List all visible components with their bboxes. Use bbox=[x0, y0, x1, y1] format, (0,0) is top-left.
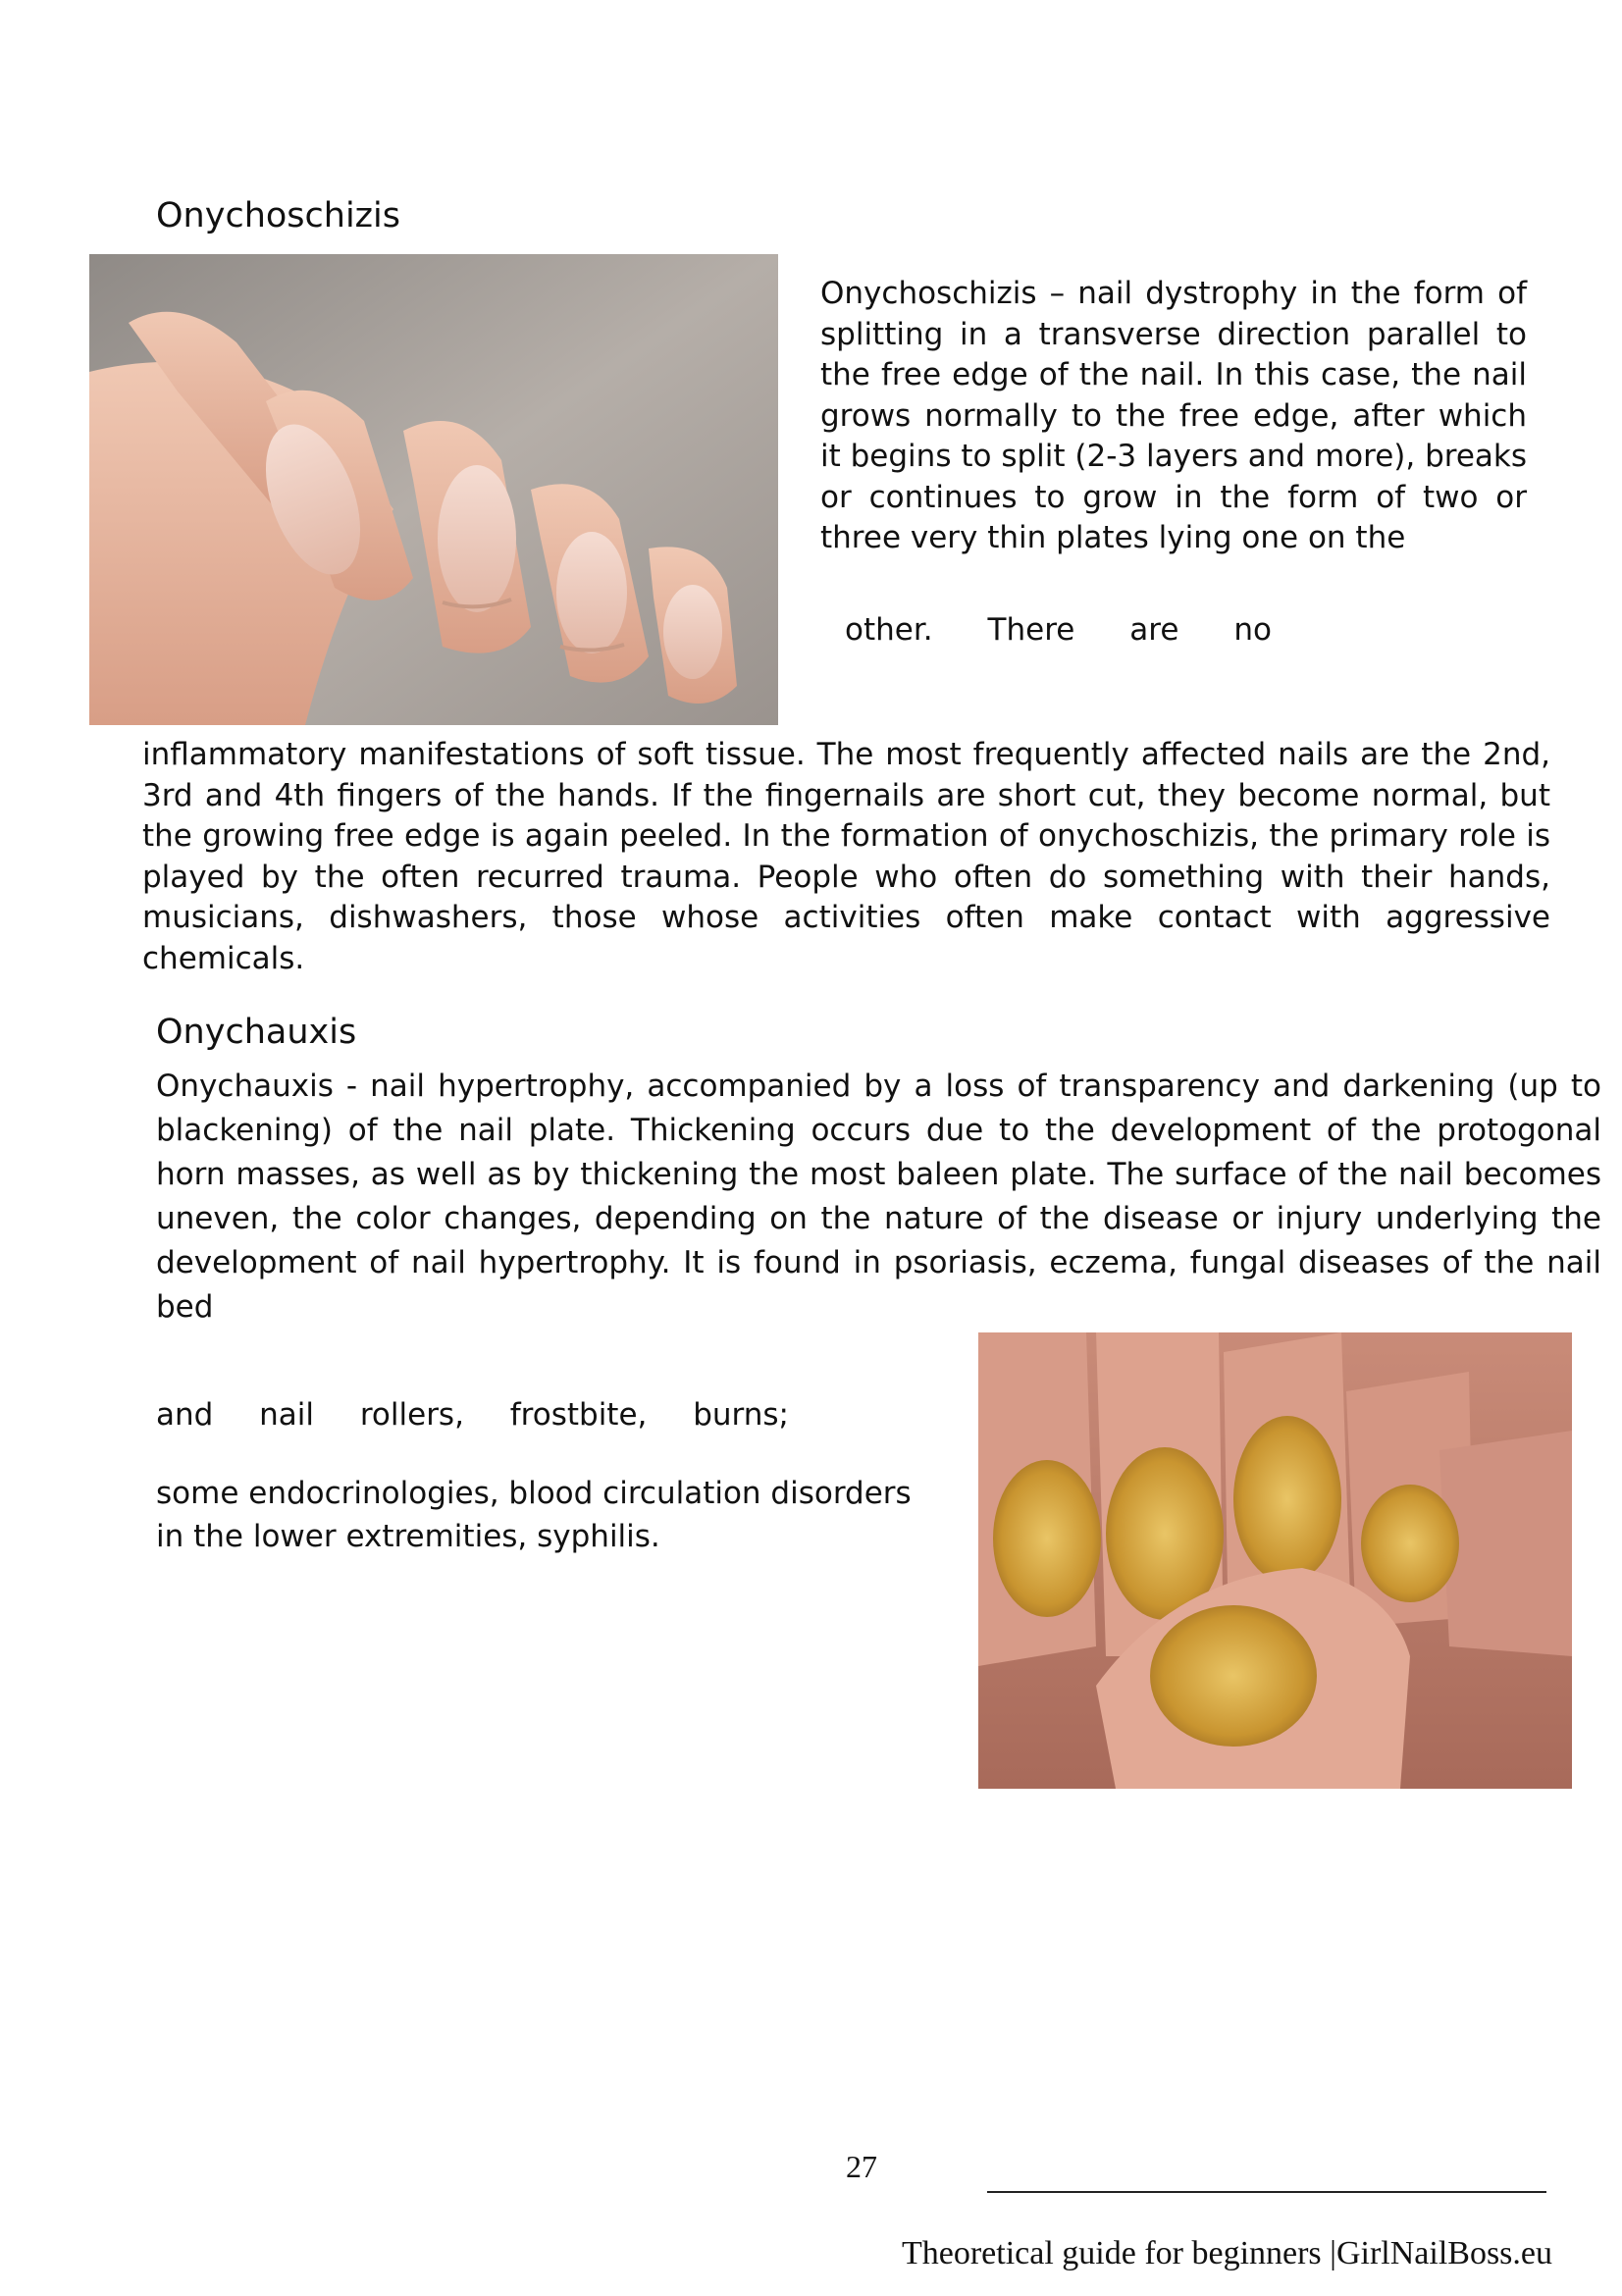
onychauxis-photo bbox=[978, 1332, 1572, 1789]
section-heading-onychauxis: Onychauxis bbox=[156, 1013, 357, 1052]
tail-word: no bbox=[1233, 612, 1272, 648]
hand-photo-icon bbox=[89, 254, 778, 725]
onychauxis-spread-line bbox=[156, 1397, 789, 1433]
tail-word: other. bbox=[845, 612, 933, 648]
onychoschizis-full-text: inflammatory manifestations of soft tissue. The most frequently affected nails are the 2nd, 3rd and 4th fingers of the hands. If the fingernails are short cut, they become normal, but the growing free edge is again peeled. In the formation of onychoschizis, the primary role is played by the often recurred trauma. People who often do something with their hands, musicians, dishwashers, those whose activities often make contact with aggressive chemicals. bbox=[142, 737, 1550, 976]
spread-word: burns; bbox=[693, 1397, 789, 1433]
footer-text: Theoretical guide for beginners |GirlNailBoss.eu bbox=[902, 2235, 1552, 2271]
tail-word: are bbox=[1129, 612, 1179, 648]
yellow-nails-photo-icon bbox=[978, 1332, 1572, 1789]
spread-word: frostbite, bbox=[509, 1397, 648, 1433]
onychauxis-intro-text: Onychauxis - nail hypertrophy, accompanied by a loss of transparency and darkening (up to blackening) of the nail plate. Thickening occurs due to the development of the protogonal horn masses, as well as by thickening the most baleen plate. The surface of the nail becomes uneven, the color changes, depending on the nature of the disease or injury underlying the development of nail hypertrophy. It is found in psoriasis, eczema, fungal diseases of the nail bed bbox=[156, 1069, 1601, 1325]
spread-word: nail bbox=[259, 1397, 315, 1433]
spread-word: and bbox=[156, 1397, 214, 1433]
page-number: 27 bbox=[846, 2149, 877, 2184]
footer-rule bbox=[987, 2191, 1546, 2193]
section-heading-onychoschizis: Onychoschizis bbox=[156, 196, 400, 235]
spread-word: rollers, bbox=[359, 1397, 464, 1433]
onychoschizis-photo bbox=[89, 254, 778, 725]
onychoschizis-column-tail bbox=[845, 612, 1272, 648]
onychauxis-tail-text: some endocrinologies, blood circulation disorders in the lower extremities, syphilis. bbox=[156, 1476, 912, 1554]
tail-word: There bbox=[987, 612, 1075, 648]
onychoschizis-column-text: Onychoschizis – nail dystrophy in the form of splitting in a transverse direction parallel to the free edge of the nail. In this case, the nail grows normally to the free edge, after which it begins to split (2-3 layers and more), breaks or continues to grow in the form of two or three very thin plates lying one on the bbox=[820, 276, 1527, 555]
